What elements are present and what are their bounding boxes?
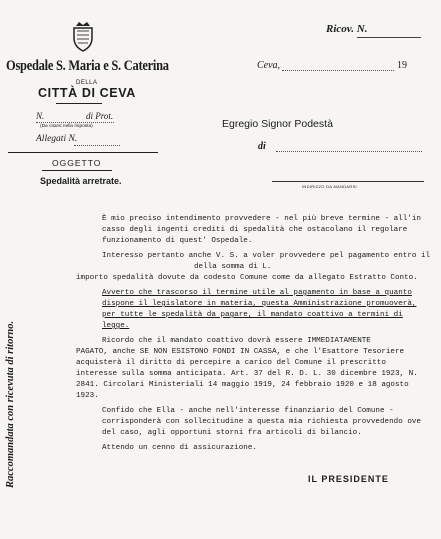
ricov-field-line — [357, 37, 421, 38]
paragraph: È mio preciso intendimento provvedere - nel più breve termine - all'in casso degli ingenti crediti di spedalità che ostacolano il regolare funzionamento di quest' Ospedale. — [102, 215, 421, 245]
allegati-field-line — [74, 145, 120, 146]
addressee: Egregio Signor Podestà — [222, 118, 333, 130]
place-label: Ceva, — [257, 60, 281, 71]
date-field-line — [282, 70, 394, 71]
paragraph: Avverto che trascorso il termine utile al pagamento in base a quanto dispone il legislatore in materia, questa Amministrazione promuoverà, per tutte le spedalità da pagare, il mandato coattivo a termini di legge. — [102, 289, 417, 330]
paragraph: Ricordo che il mandato coattivo dovrà essere IMMEDIATAMENTE PAGATO, anche SE NON ESISTONO FONDI IN CASSA, e che l'Esattore Tesoriere acquisterà il diritto di percepire a carico del Comune il prescritto interesse sulla somma anticipata. Art. 37 del R. D. L. 30 dicembre 1923, N. 2841. Circolari Ministeriali 14 maggio 1919, 24 febbraio 1920 e 18 agosto 1923. — [76, 337, 418, 400]
ricov-label: Ricov. N. — [326, 23, 368, 35]
n-label: N. — [36, 111, 45, 121]
address-line — [272, 181, 424, 182]
paragraph: Interesso pertanto anche V. S. a voler provvedere pel pagamento entro il della somma di L. importo spedalità dovute da codesto Comune come da allegato Estratto Conto. — [76, 252, 431, 282]
della-label: DELLA — [76, 80, 98, 86]
paragraph: Confido che Ella - anche nell'interesse finanziario del Comune - corrisponderà con sollecitudine a questa mia richiesta provvedendo ove del caso, agli opportuni storni fra articoli di bilancio. — [102, 407, 421, 437]
hospital-name: Ospedale S. Maria e S. Caterina — [6, 58, 169, 74]
address-note: INDIRIZZO DA MANDARSI — [302, 184, 357, 189]
paragraph: Attendo un cenno di assicurazione. — [102, 444, 257, 452]
side-note: Raccomandata con ricevuta di ritorno. — [5, 320, 16, 488]
allegati-label: Allegati N. — [36, 134, 78, 144]
prot-note: (Da citarsi nella risposta) — [40, 124, 93, 129]
city-title: CITTÀ DI CEVA — [38, 86, 136, 100]
divider — [42, 170, 112, 171]
year-label: 19 — [397, 60, 407, 71]
coat-of-arms-icon — [70, 22, 96, 52]
prot-label: di Prot. — [86, 111, 114, 121]
divider — [8, 152, 158, 153]
oggetto-label: OGGETTO — [52, 158, 102, 168]
di-label: di — [258, 141, 266, 152]
subject-text: Spedalità arretrate. — [40, 176, 122, 186]
prot-field-line — [36, 122, 114, 123]
letter-body — [76, 214, 431, 458]
signature: IL PRESIDENTE — [308, 474, 389, 484]
di-field-line — [276, 151, 422, 152]
divider — [56, 103, 102, 104]
